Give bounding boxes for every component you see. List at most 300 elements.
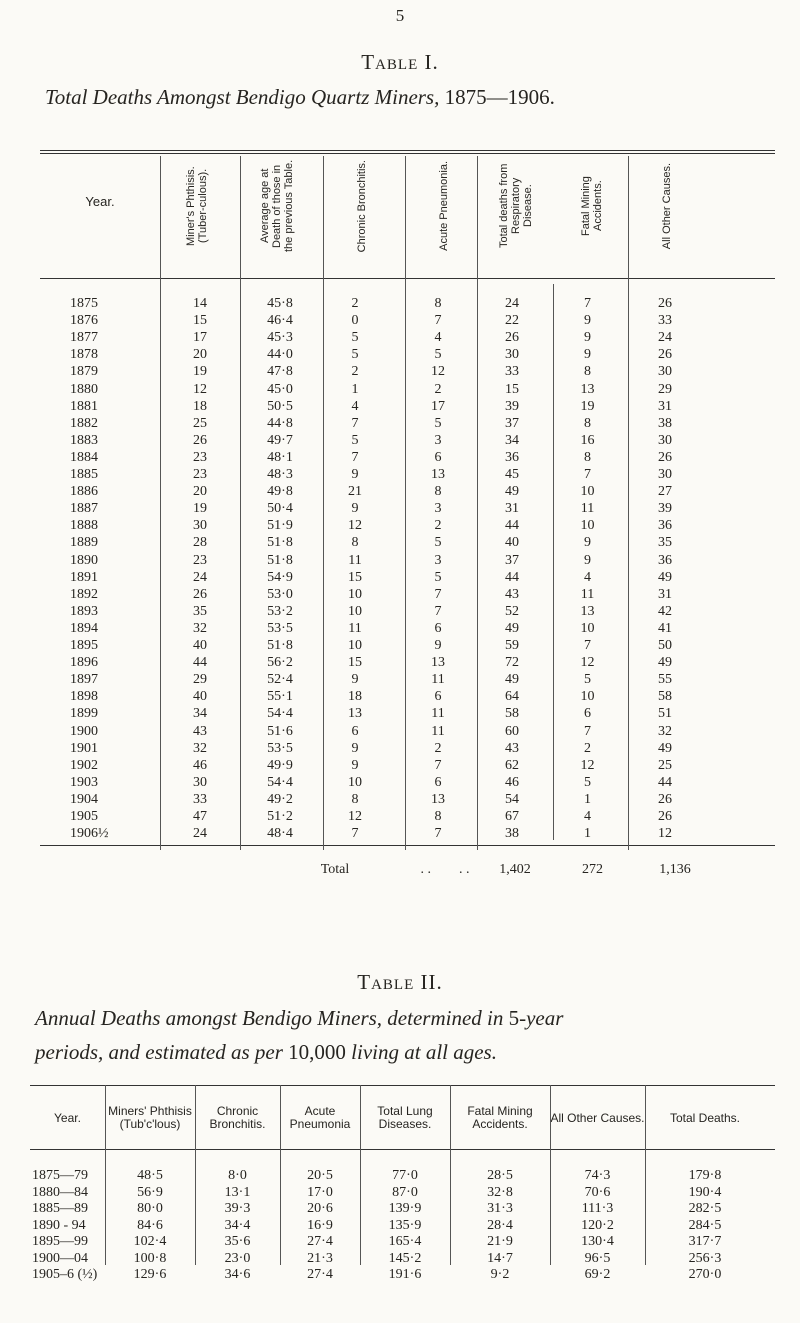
cell-year: 1885: [70, 467, 98, 482]
cell-lung: 77·0: [392, 1168, 418, 1183]
cell-bronchitis: 13·1: [224, 1184, 251, 1200]
cell-other: 39: [658, 501, 672, 517]
cell-phthisis: 25: [193, 415, 207, 431]
cell-other: 44: [658, 774, 672, 790]
cell-avg-age: 45·8: [267, 296, 293, 311]
table1-column-divider: [323, 156, 324, 850]
cell-avg-age: 54·9: [267, 569, 293, 585]
cell-year: 1884: [70, 449, 98, 465]
cell-bronchitis: 5: [351, 432, 359, 448]
table2-header-other: All Other Causes.: [550, 1110, 645, 1125]
cell-mining: 10: [580, 689, 595, 705]
cell-bronchitis: 11: [348, 552, 362, 568]
cell-pneumonia: 21·3: [307, 1250, 333, 1266]
cell-year: 1885—89: [32, 1201, 88, 1216]
cell-avg-age: 48·3: [267, 467, 293, 482]
cell-pneumonia: 20·6: [307, 1201, 333, 1216]
cell-respiratory: 49: [505, 672, 519, 688]
cell-phthisis: 102·4: [133, 1234, 167, 1249]
cell-pneumonia: 27·4: [307, 1234, 333, 1249]
cell-phthisis: 29: [193, 672, 207, 688]
cell-mining: 10: [580, 484, 595, 500]
cell-respiratory: 22: [505, 313, 519, 329]
cell-year: 1900: [70, 723, 98, 739]
cell-bronchitis: 7: [351, 449, 359, 465]
cell-mining: 31·3: [487, 1201, 513, 1216]
cell-pneumonia: 5: [434, 347, 442, 363]
cell-other: 36: [658, 518, 672, 534]
cell-bronchitis: 13: [348, 706, 362, 722]
cell-lung: 139·9: [388, 1201, 422, 1216]
cell-pneumonia: 7: [434, 826, 442, 842]
cell-year: 1880: [70, 381, 98, 397]
cell-pneumonia: 2: [434, 381, 442, 397]
table1-label: Table I.: [361, 50, 439, 74]
cell-bronchitis: 9: [351, 672, 359, 688]
table-row: [40, 826, 775, 846]
cell-year: 1888: [70, 518, 98, 534]
cell-year: 1876: [70, 313, 98, 329]
cell-phthisis: 15: [193, 313, 207, 329]
cell-phthisis: 100·8: [133, 1250, 167, 1266]
cell-phthisis: 40: [193, 689, 207, 705]
cell-mining: 2: [584, 740, 591, 756]
cell-avg-age: 51·8: [267, 552, 293, 568]
cell-mining: 9: [584, 313, 591, 329]
cell-respiratory: 33: [505, 364, 519, 380]
cell-pneumonia: 6: [434, 449, 442, 465]
cell-avg-age: 51·8: [267, 535, 293, 551]
cell-bronchitis: 5: [351, 347, 359, 363]
table2-header-pneumonia: Acute Pneumonia: [289, 1104, 351, 1131]
cell-respiratory: 54: [505, 791, 519, 807]
cell-phthisis: 20: [193, 484, 207, 500]
cell-phthisis: 14: [193, 296, 207, 311]
cell-other: 25: [658, 757, 672, 773]
cell-pneumonia: 2: [434, 740, 442, 756]
cell-mining: 9·2: [490, 1267, 510, 1282]
cell-phthisis: 129·6: [133, 1267, 167, 1282]
table1-column-divider: [553, 284, 554, 840]
cell-respiratory: 36: [505, 449, 519, 465]
table1-column-divider: [628, 156, 629, 850]
cell-pneumonia: 6: [434, 620, 442, 636]
cell-phthisis: 32: [193, 620, 207, 636]
cell-mining: 10: [580, 518, 595, 534]
cell-pneumonia: 20·5: [307, 1168, 333, 1183]
cell-pneumonia: 11: [431, 723, 445, 739]
cell-avg-age: 56·2: [267, 655, 293, 671]
cell-total: 282·5: [688, 1201, 722, 1216]
cell-phthisis: 44: [193, 655, 207, 671]
cell-phthisis: 40: [193, 638, 207, 653]
cell-bronchitis: 9: [351, 467, 359, 482]
table2-column-divider: [105, 1085, 106, 1265]
table1-header-pneumonia: Acute Pneumonia.: [438, 161, 450, 251]
cell-mining: 10: [580, 620, 595, 636]
total-label: Total: [320, 862, 350, 877]
cell-year: 1875: [70, 296, 98, 311]
cell-mining: 8: [584, 415, 591, 431]
cell-respiratory: 34: [505, 432, 519, 448]
cell-mining: 7: [584, 638, 591, 653]
cell-respiratory: 24: [505, 296, 519, 311]
cell-phthisis: 24: [193, 569, 207, 585]
cell-phthisis: 26: [193, 432, 207, 448]
cell-year: 1880—84: [32, 1184, 88, 1200]
cell-other: 26: [658, 809, 672, 824]
cell-bronchitis: 10: [348, 586, 362, 602]
cell-avg-age: 55·1: [267, 689, 293, 705]
cell-other: 49: [658, 655, 672, 671]
cell-lung: 87·0: [392, 1184, 418, 1200]
cell-pneumonia: 5: [434, 535, 442, 551]
cell-bronchitis: 35·6: [224, 1234, 251, 1249]
cell-avg-age: 45·0: [267, 381, 293, 397]
table2-column-divider: [195, 1085, 196, 1265]
cell-mining: 28·4: [487, 1217, 513, 1233]
cell-pneumonia: 8: [434, 484, 442, 500]
cell-bronchitis: 9: [351, 501, 359, 517]
cell-pneumonia: 13: [431, 791, 445, 807]
cell-pneumonia: 11: [431, 706, 445, 722]
cell-other: 42: [658, 603, 672, 619]
cell-avg-age: 50·4: [267, 501, 293, 517]
cell-year: 1898: [70, 689, 98, 705]
cell-mining: 4: [584, 809, 591, 824]
cell-respiratory: 49: [505, 620, 519, 636]
cell-other: 33: [658, 313, 672, 329]
table1-column-divider: [405, 156, 406, 850]
cell-pneumonia: 17: [431, 398, 445, 414]
cell-other: 111·3: [581, 1201, 614, 1216]
cell-phthisis: 23: [193, 467, 207, 482]
cell-respiratory: 43: [505, 586, 519, 602]
cell-avg-age: 44·0: [267, 347, 293, 363]
cell-pneumonia: 4: [434, 330, 442, 346]
table1: [40, 150, 775, 878]
table1-header-other: All Other Causes.: [661, 162, 673, 250]
cell-bronchitis: 23·0: [224, 1250, 251, 1266]
cell-pneumonia: 3: [434, 432, 442, 448]
cell-other: 41: [658, 620, 672, 636]
cell-avg-age: 51·8: [267, 638, 293, 653]
cell-mining: 12: [580, 757, 595, 773]
total-mining: 272: [582, 862, 603, 877]
table1-header-respiratory: Total deaths from Respiratory Disease.: [498, 163, 534, 249]
cell-pneumonia: 12: [431, 364, 445, 380]
cell-year: 1879: [70, 364, 98, 380]
cell-year: 1900—04: [32, 1250, 88, 1266]
cell-year: 1877: [70, 330, 98, 346]
cell-avg-age: 49·8: [267, 484, 293, 500]
cell-bronchitis: 8: [351, 791, 359, 807]
table-row: [30, 1267, 775, 1286]
table2-column-divider: [360, 1085, 361, 1265]
cell-other: 58: [658, 689, 672, 705]
cell-year: 1905: [70, 809, 98, 824]
cell-respiratory: 38: [505, 826, 519, 842]
cell-avg-age: 53·0: [267, 586, 293, 602]
cell-other: 49: [658, 740, 672, 756]
cell-other: 96·5: [584, 1250, 611, 1266]
cell-mining: 5: [584, 672, 591, 688]
cell-pneumonia: 8: [434, 809, 442, 824]
cell-mining: 9: [584, 330, 591, 346]
cell-respiratory: 44: [505, 518, 519, 534]
cell-bronchitis: 34·6: [224, 1267, 251, 1282]
cell-year: 1878: [70, 347, 98, 363]
cell-phthisis: 80·0: [137, 1201, 163, 1216]
cell-other: 30: [658, 432, 672, 448]
cell-avg-age: 44·8: [267, 415, 293, 431]
cell-respiratory: 52: [505, 603, 519, 619]
cell-respiratory: 46: [505, 774, 519, 790]
cell-pneumonia: 17·0: [307, 1184, 333, 1200]
cell-phthisis: 28: [193, 535, 207, 551]
table2-header-phthisis: Miners' Phthisis (Tub'c'lous): [108, 1104, 192, 1131]
cell-bronchitis: 15: [348, 655, 362, 671]
cell-bronchitis: 1: [351, 381, 359, 397]
table1-header-year: Year.: [85, 194, 115, 209]
cell-other: 26: [658, 347, 672, 363]
cell-mining: 12: [580, 655, 595, 671]
total-dots: . . . .: [420, 862, 470, 877]
cell-pneumonia: 6: [434, 774, 442, 790]
cell-other: 26: [658, 296, 672, 311]
cell-total: 284·5: [688, 1217, 722, 1233]
cell-mining: 13: [580, 381, 595, 397]
cell-lung: 191·6: [388, 1267, 422, 1282]
cell-other: 32: [658, 723, 672, 739]
cell-mining: 19: [580, 398, 595, 414]
table2: [30, 1085, 775, 1282]
cell-mining: 13: [580, 603, 595, 619]
cell-respiratory: 26: [505, 330, 519, 346]
cell-phthisis: 35: [193, 603, 207, 619]
cell-avg-age: 51·2: [267, 809, 293, 824]
cell-other: 55: [658, 672, 672, 688]
cell-mining: 1: [584, 826, 591, 842]
cell-other: 51: [658, 706, 672, 722]
cell-year: 1883: [70, 432, 98, 448]
cell-mining: 21·9: [487, 1234, 513, 1249]
cell-bronchitis: 8·0: [228, 1168, 247, 1183]
cell-bronchitis: 7: [351, 826, 359, 842]
cell-pneumonia: 11: [431, 672, 445, 688]
cell-respiratory: 40: [505, 535, 519, 551]
cell-other: 30: [658, 364, 672, 380]
cell-year: 1901: [70, 740, 98, 756]
cell-phthisis: 32: [193, 740, 207, 756]
cell-respiratory: 72: [505, 655, 519, 671]
cell-bronchitis: 15: [348, 569, 362, 585]
cell-pneumonia: 27·4: [307, 1267, 333, 1282]
cell-mining: 7: [584, 296, 591, 311]
table2-title: Annual Deaths amongst Bendigo Miners, determined in 5-year periods, and estimated as per 10,000 living at all ages.: [35, 1006, 564, 1064]
cell-year: 1905–6 (½): [32, 1267, 98, 1282]
table1-title: Total Deaths Amongst Bendigo Quartz Miners, 1875—1906.: [45, 85, 555, 109]
cell-bronchitis: 10: [348, 603, 362, 619]
cell-bronchitis: 2: [351, 364, 359, 380]
cell-respiratory: 62: [505, 757, 519, 773]
cell-bronchitis: 34·4: [224, 1217, 251, 1233]
cell-year: 1895: [70, 638, 98, 653]
cell-year: 1903: [70, 774, 98, 790]
cell-bronchitis: 2: [351, 296, 359, 311]
table2-header-bronchitis: Chronic Bronchitis.: [209, 1104, 266, 1131]
cell-avg-age: 46·4: [267, 313, 293, 329]
cell-pneumonia: 16·9: [307, 1217, 333, 1233]
table2-header-mining: Fatal Mining Accidents.: [467, 1104, 533, 1131]
table1-header-phthisis: Miner's Phthisis. (Tuber-culous).: [185, 166, 209, 246]
cell-year: 1881: [70, 398, 98, 414]
cell-total: 179·8: [688, 1168, 722, 1183]
cell-bronchitis: 8: [351, 535, 359, 551]
cell-bronchitis: 5: [351, 330, 359, 346]
cell-mining: 8: [584, 449, 591, 465]
cell-respiratory: 59: [505, 638, 519, 653]
cell-phthisis: 84·6: [137, 1217, 163, 1233]
total-respiratory: 1,402: [499, 862, 531, 877]
cell-pneumonia: 5: [434, 569, 442, 585]
cell-mining: 7: [584, 467, 591, 482]
cell-bronchitis: 11: [348, 620, 362, 636]
table2-label: Table II.: [357, 970, 443, 994]
cell-year: 1902: [70, 757, 98, 773]
cell-avg-age: 49·2: [267, 791, 293, 807]
cell-pneumonia: 7: [434, 603, 442, 619]
table2-column-divider: [645, 1085, 646, 1265]
table2-column-divider: [280, 1085, 281, 1265]
cell-phthisis: 56·9: [137, 1184, 163, 1200]
cell-avg-age: 49·7: [267, 432, 293, 448]
cell-avg-age: 48·1: [267, 449, 293, 465]
cell-other: 50: [658, 638, 672, 653]
cell-bronchitis: 10: [348, 638, 362, 653]
cell-avg-age: 51·6: [267, 723, 293, 739]
cell-mining: 8: [584, 364, 591, 380]
cell-mining: 32·8: [487, 1184, 513, 1200]
cell-phthisis: 47: [193, 809, 207, 824]
cell-year: 1889: [70, 535, 98, 551]
cell-pneumonia: 7: [434, 586, 442, 602]
cell-phthisis: 26: [193, 586, 207, 602]
total-other: 1,136: [659, 862, 691, 877]
cell-mining: 16: [580, 432, 595, 448]
cell-year: 1886: [70, 484, 98, 500]
cell-respiratory: 45: [505, 467, 519, 482]
cell-bronchitis: 7: [351, 415, 359, 431]
cell-pneumonia: 13: [431, 467, 445, 482]
cell-phthisis: 30: [193, 774, 207, 790]
cell-other: 74·3: [584, 1168, 611, 1183]
cell-year: 1906½: [70, 826, 109, 842]
cell-avg-age: 49·9: [267, 757, 293, 773]
cell-lung: 165·4: [388, 1234, 422, 1249]
cell-other: 49: [658, 569, 672, 585]
cell-phthisis: 17: [193, 330, 207, 346]
cell-avg-age: 51·9: [267, 518, 293, 534]
table1-header-mining: Fatal Mining Accidents.: [580, 176, 604, 236]
cell-respiratory: 60: [505, 723, 519, 739]
table2-column-divider: [450, 1085, 451, 1265]
cell-respiratory: 31: [505, 501, 519, 517]
cell-other: 120·2: [581, 1217, 614, 1233]
cell-avg-age: 54·4: [267, 706, 293, 722]
cell-mining: 7: [584, 723, 591, 739]
cell-other: 130·4: [581, 1234, 614, 1249]
cell-year: 1887: [70, 501, 98, 517]
cell-bronchitis: 21: [348, 484, 362, 500]
cell-mining: 11: [580, 586, 595, 602]
table1-column-divider: [160, 156, 161, 850]
cell-other: 26: [658, 791, 672, 807]
cell-phthisis: 30: [193, 518, 207, 534]
cell-year: 1899: [70, 706, 98, 722]
cell-year: 1893: [70, 603, 98, 619]
cell-pneumonia: 5: [434, 415, 442, 431]
cell-pneumonia: 6: [434, 689, 442, 705]
cell-avg-age: 53·5: [267, 740, 293, 756]
table1-column-divider: [477, 156, 478, 850]
cell-respiratory: 43: [505, 740, 519, 756]
cell-year: 1875—79: [32, 1168, 88, 1183]
cell-other: 31: [658, 586, 672, 602]
cell-lung: 135·9: [388, 1217, 422, 1233]
cell-avg-age: 48·4: [267, 826, 293, 842]
cell-mining: 6: [584, 706, 591, 722]
cell-other: 35: [658, 535, 672, 551]
cell-bronchitis: 39·3: [224, 1201, 251, 1216]
cell-mining: 14·7: [487, 1250, 513, 1266]
cell-mining: 9: [584, 552, 591, 568]
cell-year: 1896: [70, 655, 98, 671]
cell-year: 1892: [70, 586, 98, 602]
cell-other: 69·2: [584, 1267, 611, 1282]
cell-year: 1894: [70, 620, 98, 636]
cell-pneumonia: 8: [434, 296, 442, 311]
cell-mining: 5: [584, 774, 591, 790]
cell-respiratory: 67: [505, 809, 519, 824]
cell-respiratory: 39: [505, 398, 519, 414]
cell-year: 1895—99: [32, 1234, 88, 1249]
cell-phthisis: 19: [193, 364, 207, 380]
page-number: 5: [395, 6, 405, 25]
cell-other: 27: [658, 484, 672, 500]
cell-mining: 1: [584, 791, 591, 807]
cell-phthisis: 24: [193, 826, 207, 842]
cell-respiratory: 15: [505, 381, 519, 397]
cell-year: 1890 - 94: [32, 1217, 86, 1233]
cell-bronchitis: 0: [351, 313, 359, 329]
table1-header-avg-age: Average age at Death of those in the previous Table.: [259, 159, 295, 253]
cell-respiratory: 37: [505, 415, 519, 431]
cell-year: 1891: [70, 569, 98, 585]
cell-phthisis: 43: [193, 723, 207, 739]
cell-bronchitis: 9: [351, 757, 359, 773]
cell-year: 1890: [70, 552, 98, 568]
cell-mining: 9: [584, 347, 591, 363]
cell-other: 29: [658, 381, 672, 397]
cell-avg-age: 45·3: [267, 330, 293, 346]
table1-header-bronchitis: Chronic Bronchitis.: [356, 159, 368, 253]
cell-pneumonia: 3: [434, 552, 442, 568]
cell-mining: 4: [584, 569, 591, 585]
cell-year: 1904: [70, 791, 98, 807]
cell-respiratory: 44: [505, 569, 519, 585]
cell-avg-age: 47·8: [267, 364, 293, 380]
